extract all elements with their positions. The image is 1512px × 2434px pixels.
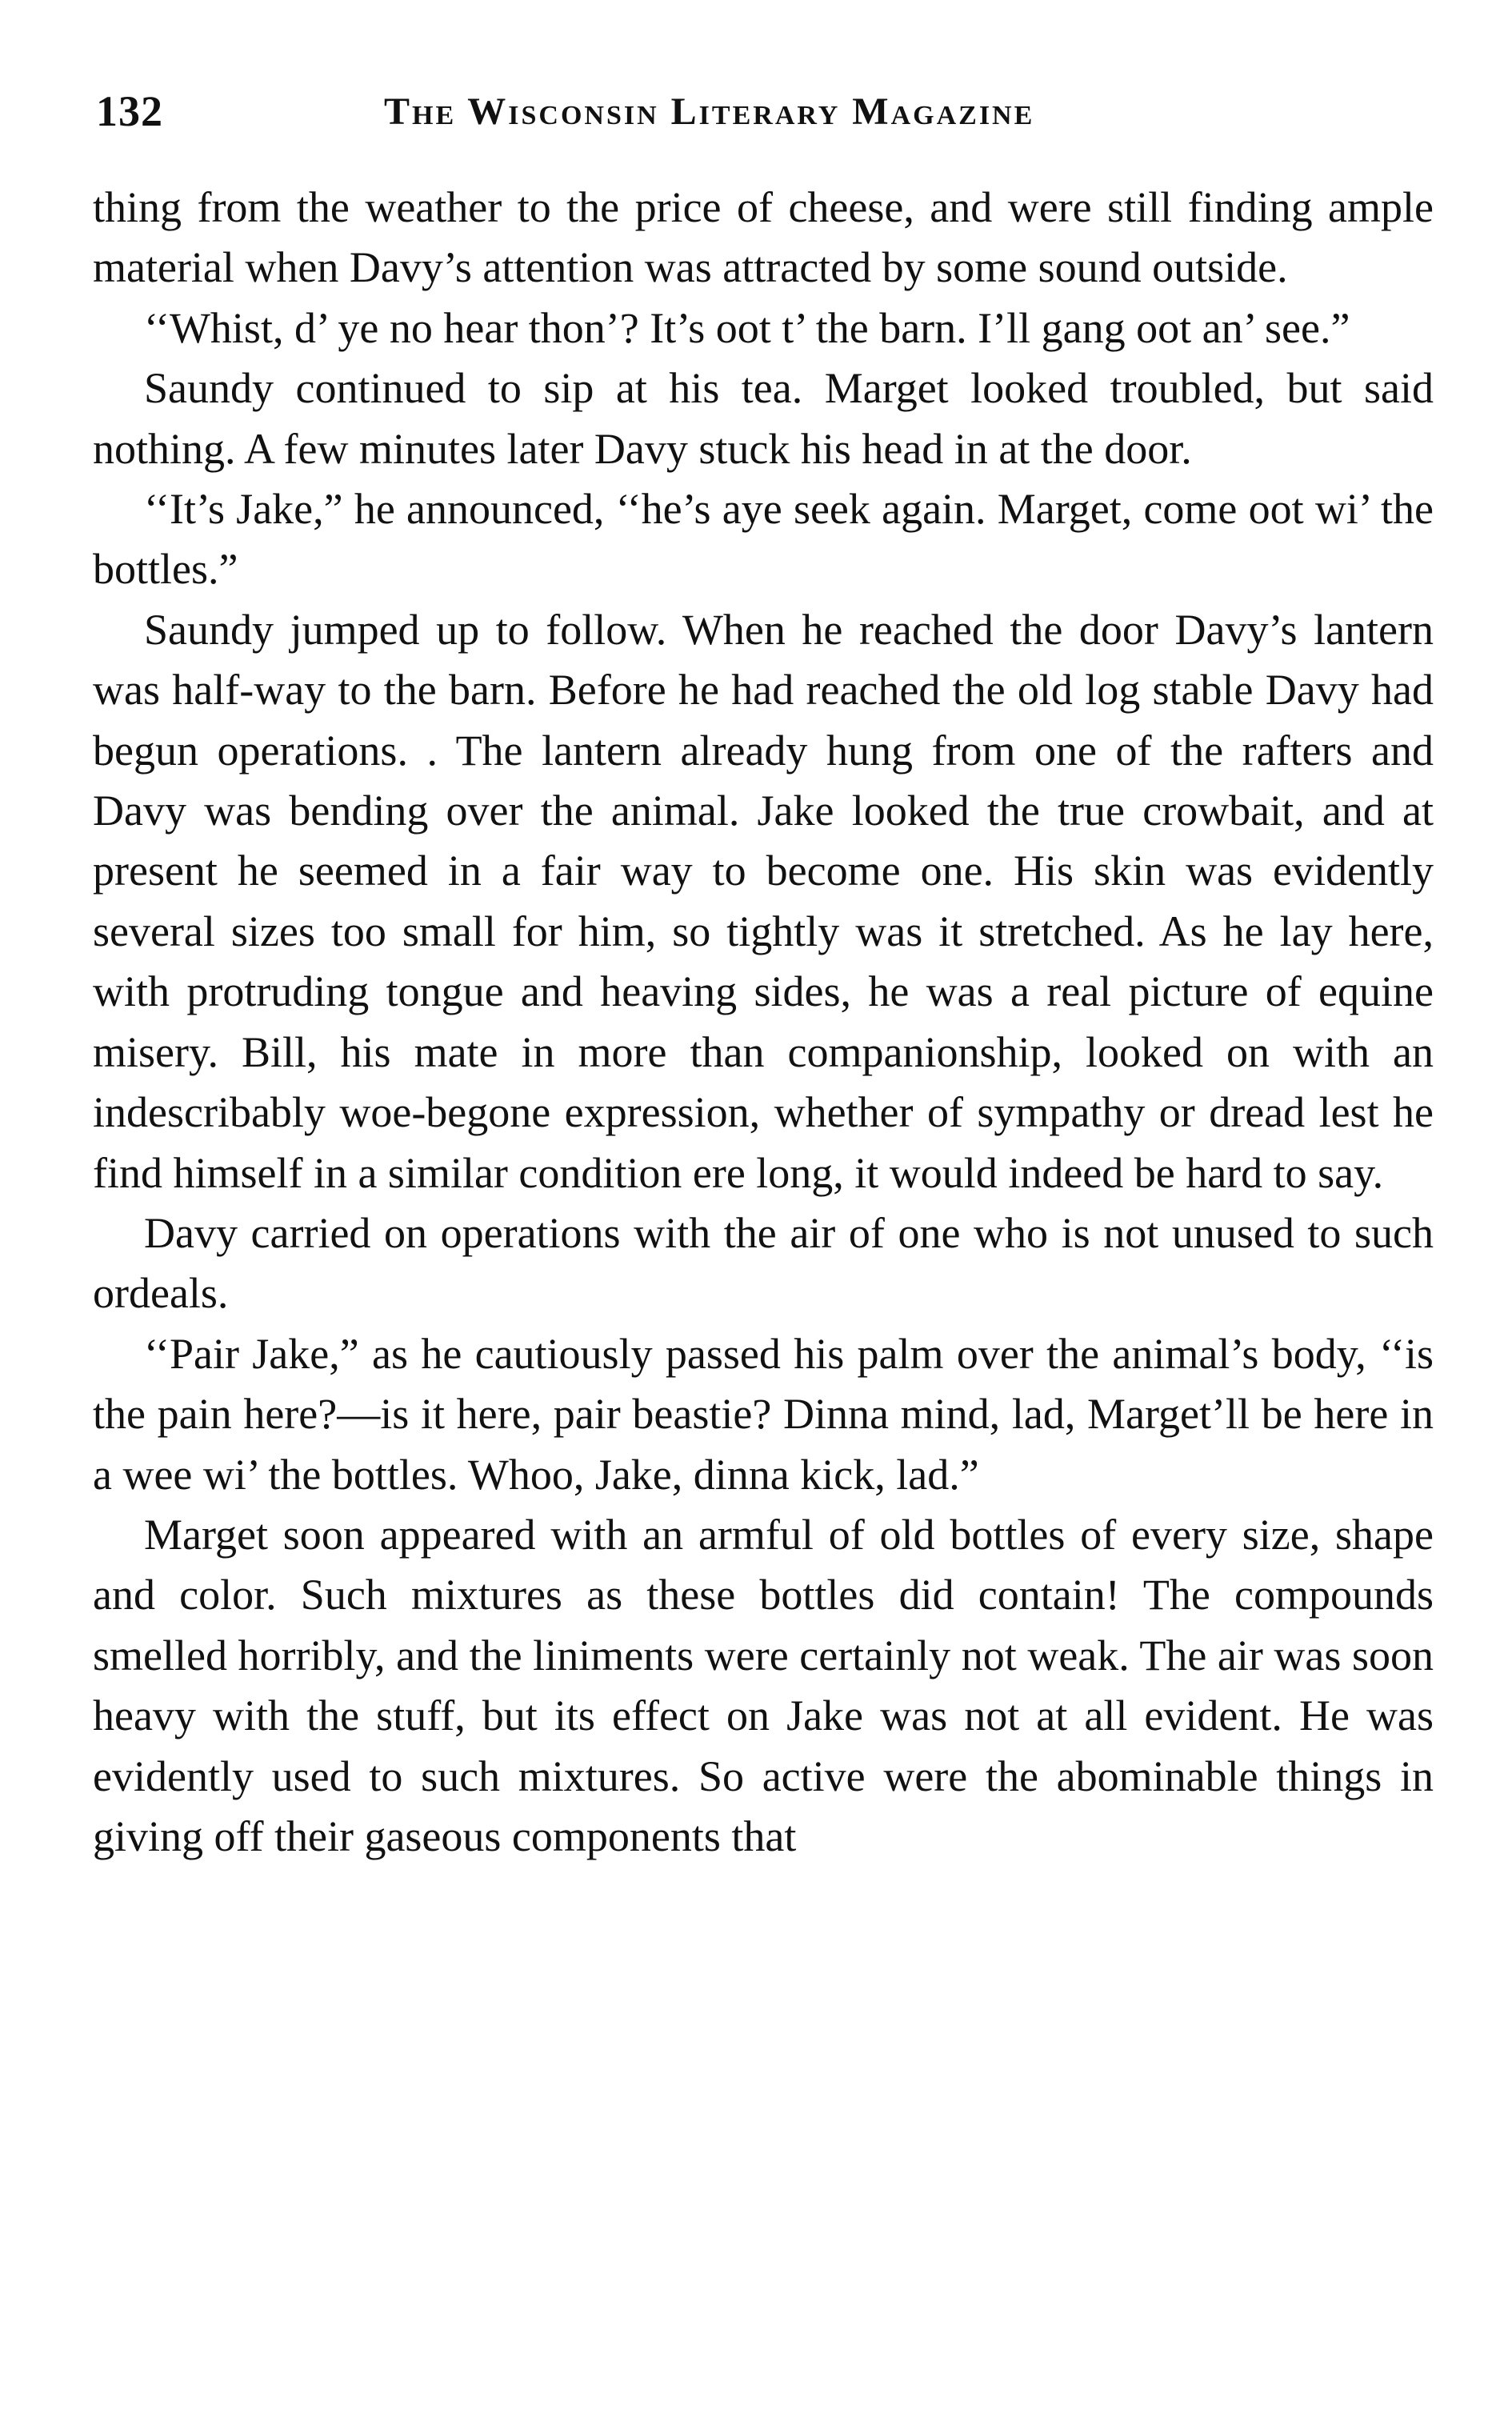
paragraph: ‘‘Pair Jake,” as he cautiously passed his palm over the animal’s body, ‘‘is the pain here?—is it here, pair beastie? Dinna mind, lad, Marget’ll be here in a wee wi’ the bottles. Whoo, Jake, dinna kick, lad.” xyxy=(93,1329,1434,1499)
paragraph: Saundy jumped up to follow. When he reached the door Davy’s lantern was half-way to the barn. Before he had reached the old log stable Davy had begun operations. . The lantern already hung from one of the rafters and Davy was bending over the animal. Jake looked the true crowbait, and at present he seemed in a fair way to become one. His skin was evidently several sizes too small for him, so tightly was it stretched. As he lay here, with protruding tongue and heaving sides, he was a real picture of equine misery. Bill, his mate in more than companionship, looked on with an indescribably woe-begone expression, whether of sympathy or dread lest he find himself in a similar condition ere long, it would indeed be hard to say. xyxy=(93,605,1434,1197)
page-header xyxy=(96,86,1440,142)
paragraph: ‘‘It’s Jake,” he announced, ‘‘he’s aye seek again. Marget, come oot wi’ the bottles.” xyxy=(93,485,1434,594)
paragraph: Marget soon appeared with an armful of old bottles of every size, shape and color. Such mixtures as these bottles did contain! The compounds smelled horribly, and the liniments were certainly not weak. The air was soon heavy with the stuff, but its effect on Jake was not at all evident. He was evidently used to such mixtures. So active were the abominable things in giving off their gaseous components that xyxy=(93,1510,1434,1860)
body-text xyxy=(93,178,1434,1867)
paragraph: thing from the weather to the price of cheese, and were still finding ample material when Davy’s attention was attracted by some sound outside. xyxy=(93,183,1434,292)
running-title: The Wisconsin Literary Magazine xyxy=(384,90,1035,133)
paragraph: ‘‘Whist, d’ ye no hear thon’? It’s oot t’ the barn. I’ll gang oot an’ see.” xyxy=(144,303,1350,352)
paragraph: Saundy continued to sip at his tea. Marget looked troubled, but said nothing. A few minutes later Davy stuck his head in at the door. xyxy=(93,364,1434,473)
page-number: 132 xyxy=(96,87,163,135)
paragraph: Davy carried on operations with the air of one who is not unused to such ordeals. xyxy=(93,1208,1434,1318)
